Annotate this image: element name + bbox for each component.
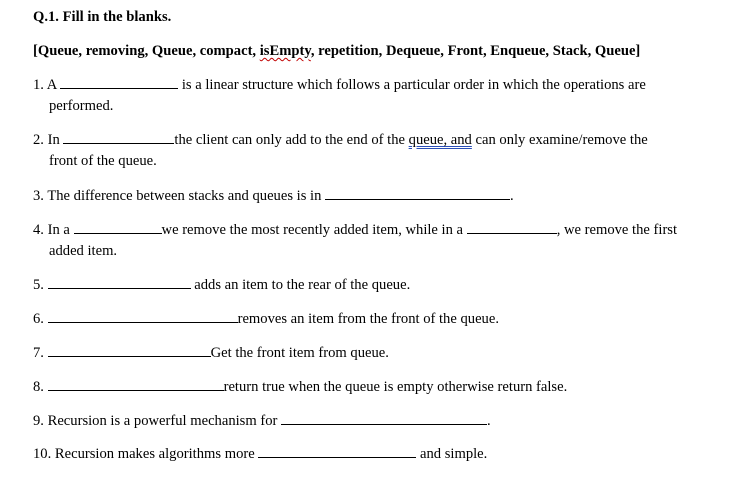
question-7-text: Get the front item from queue. — [210, 345, 389, 361]
question-6-text: removes an item from the front of the queue. — [237, 311, 499, 327]
question-2-text: the client can only add to the end of the — [174, 132, 409, 148]
question-1 — [33, 76, 646, 94]
answer-blank-1[interactable] — [60, 76, 178, 89]
word-bank — [33, 42, 640, 60]
question-8 — [33, 378, 567, 396]
question-2-continuation: front of the queue. — [49, 153, 157, 169]
word-bank-start: Queue, removing, Queue, compact, — [37, 43, 260, 59]
answer-blank-7[interactable] — [48, 344, 211, 357]
question-3-text: 3. The difference between stacks and queues is in — [33, 188, 326, 204]
question-3 — [33, 187, 514, 205]
question-1-continuation: performed. — [49, 98, 114, 114]
question-8-text: return true when the queue is empty otherwise return false. — [223, 379, 568, 395]
question-4 — [33, 221, 677, 239]
question-9 — [33, 412, 491, 430]
question-4-text-end: , we remove the first — [556, 222, 678, 238]
question-4-prefix: 4. In a — [33, 222, 74, 238]
question-7 — [33, 344, 389, 362]
answer-blank-6[interactable] — [48, 310, 238, 323]
question-6 — [33, 310, 499, 328]
answer-blank-8[interactable] — [48, 378, 224, 391]
question-1-text: is a linear structure which follows a particular order in which the operations are — [178, 77, 646, 93]
answer-blank-5[interactable] — [48, 276, 191, 289]
question-4-text: we remove the most recently added item, while in a — [161, 222, 467, 238]
question-10-text: 10. Recursion makes algorithms more — [33, 446, 259, 462]
question-7-number: 7. — [33, 345, 48, 361]
question-10-text-end: and simple. — [416, 446, 488, 462]
question-3-end: . — [510, 188, 514, 204]
answer-blank-2[interactable] — [63, 131, 174, 144]
question-2 — [33, 131, 648, 149]
question-9-text: 9. Recursion is a powerful mechanism for — [33, 413, 282, 429]
answer-blank-4a[interactable] — [74, 221, 162, 234]
word-bank-open: [ — [33, 43, 38, 59]
question-5-number: 5. — [33, 277, 48, 293]
question-9-end: . — [487, 413, 491, 429]
spellcheck-flagged-word[interactable]: isEmpty — [259, 43, 311, 59]
question-2-text-end: can only examine/remove the — [471, 132, 648, 148]
question-10 — [33, 445, 487, 463]
answer-blank-10[interactable] — [258, 445, 416, 458]
question-5 — [33, 276, 410, 294]
worksheet-title: Q.1. Fill in the blanks. — [33, 9, 172, 25]
question-2-prefix: 2. In — [33, 132, 64, 148]
word-bank-end: , repetition, Dequeue, Front, Enqueue, Stack, Queue] — [310, 43, 641, 59]
question-8-number: 8. — [33, 379, 48, 395]
question-1-prefix: 1. A — [33, 77, 61, 93]
answer-blank-4b[interactable] — [467, 221, 557, 234]
question-6-number: 6. — [33, 311, 48, 327]
answer-blank-9[interactable] — [281, 412, 487, 425]
grammar-flagged-phrase[interactable]: queue, and — [408, 132, 472, 148]
question-4-continuation: added item. — [49, 243, 118, 259]
question-5-text: adds an item to the rear of the queue. — [190, 277, 411, 293]
answer-blank-3[interactable] — [325, 187, 510, 200]
